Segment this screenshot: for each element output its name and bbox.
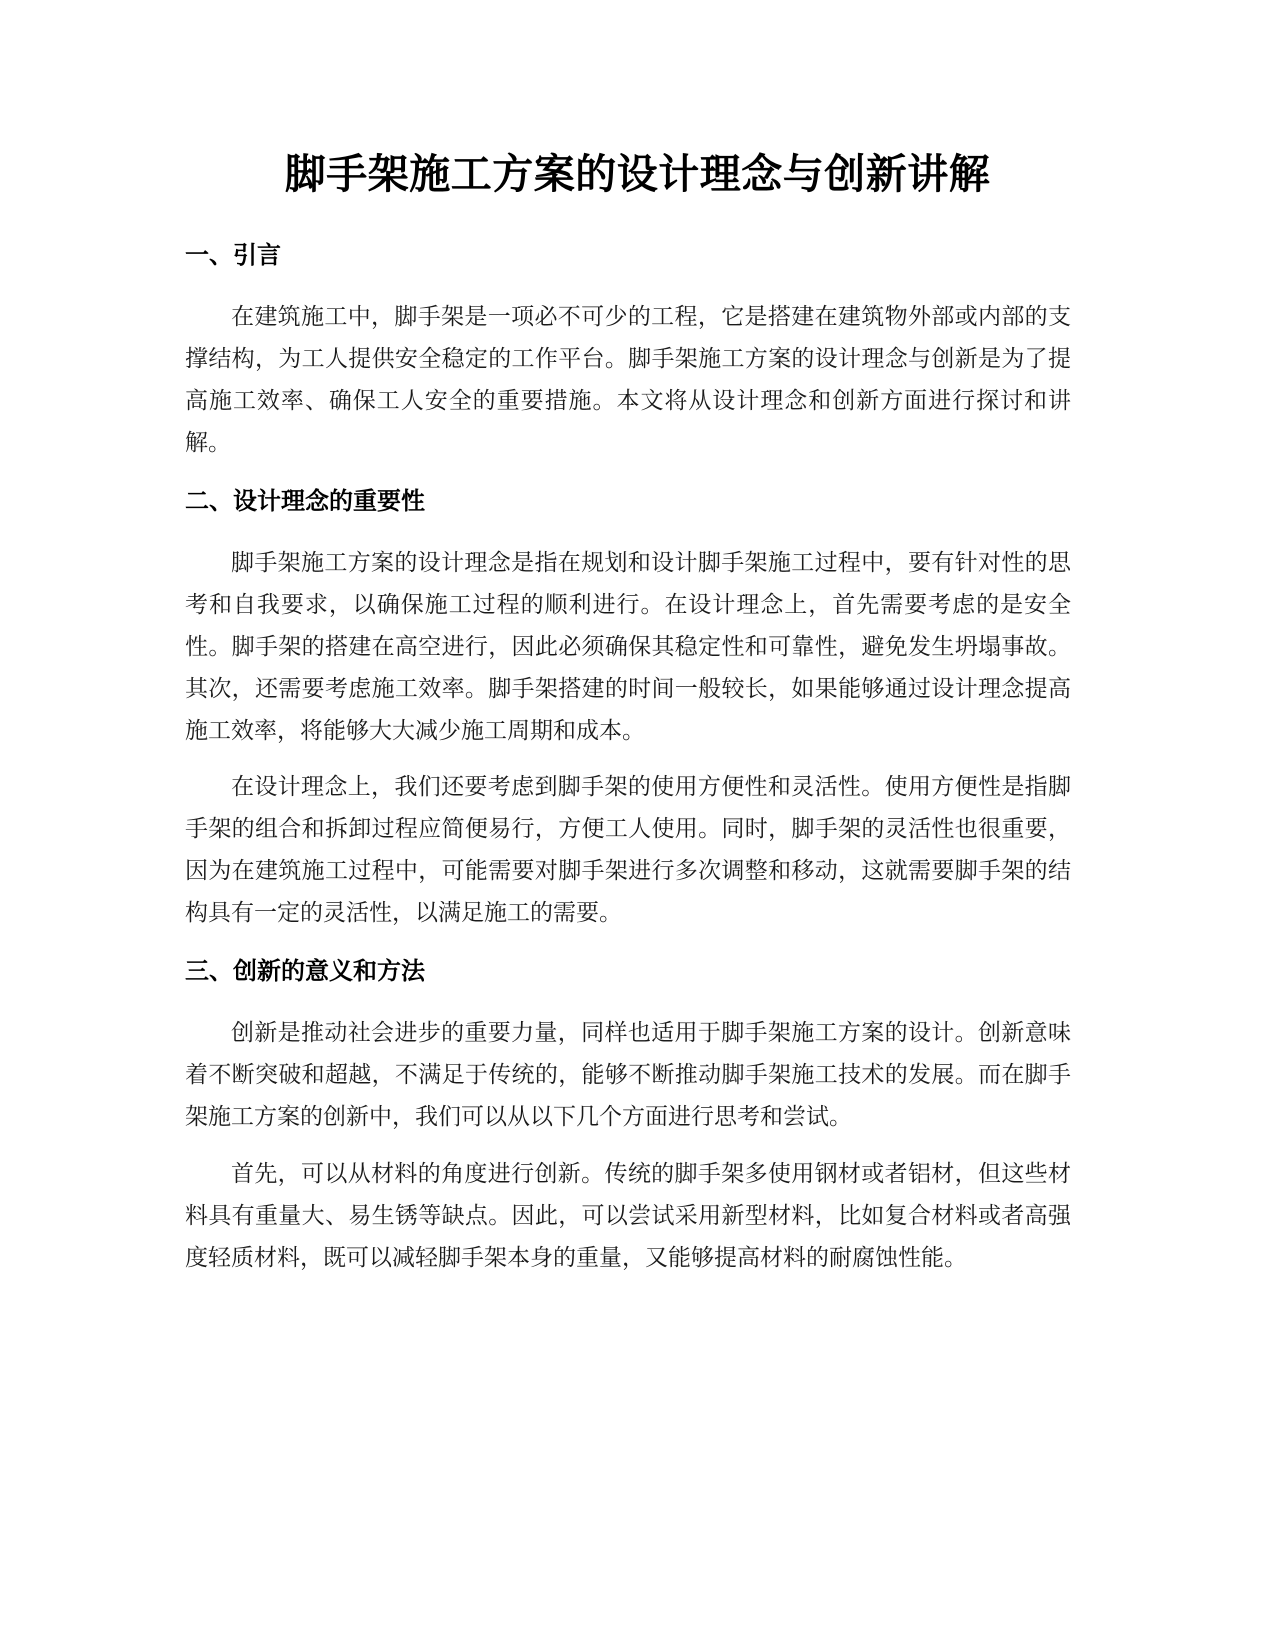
document-title: 脚手架施工方案的设计理念与创新讲解 <box>284 150 991 198</box>
paragraph-design-concept-2: 在设计理念上，我们还要考虑到脚手架的使用方便性和灵活性。使用方便性是指脚手架的组合和拆卸过程应简便易行，方便工人使用。同时，脚手架的灵活性也很重要，因为在建筑施工过程中，可能需要对脚手架进行多次调整和移动，这就需要脚手架的结构具有一定的灵活性，以满足施工的需要。 <box>185 774 1071 926</box>
section-heading-design-concept: 二、设计理念的重要性 <box>185 487 425 515</box>
section-heading-introduction: 一、引言 <box>185 241 281 269</box>
section-heading-innovation: 三、创新的意义和方法 <box>185 957 425 985</box>
paragraph-design-concept-1: 脚手架施工方案的设计理念是指在规划和设计脚手架施工过程中，要有针对性的思考和自我要求，以确保施工过程的顺利进行。在设计理念上，首先需要考虑的是安全性。脚手架的搭建在高空进行，因此必须确保其稳定性和可靠性，避免发生坍塌事故。其次，还需要考虑施工效率。脚手架搭建的时间一般较长，如果能够通过设计理念提高施工效率，将能够大大减少施工周期和成本。 <box>185 550 1071 744</box>
paragraph-innovation-2: 首先，可以从材料的角度进行创新。传统的脚手架多使用钢材或者铝材，但这些材料具有重量大、易生锈等缺点。因此，可以尝试采用新型材料，比如复合材料或者高强度轻质材料，既可以减轻脚手架本身的重量，又能够提高材料的耐腐蚀性能。 <box>185 1161 1071 1271</box>
paragraph-introduction: 在建筑施工中，脚手架是一项必不可少的工程，它是搭建在建筑物外部或内部的支撑结构，为工人提供安全稳定的工作平台。脚手架施工方案的设计理念与创新是为了提高施工效率、确保工人安全的重要措施。本文将从设计理念和创新方面进行探讨和讲解。 <box>185 304 1071 456</box>
paragraph-innovation-1: 创新是推动社会进步的重要力量，同样也适用于脚手架施工方案的设计。创新意味着不断突破和超越，不满足于传统的，能够不断推动脚手架施工技术的发展。而在脚手架施工方案的创新中，我们可以从以下几个方面进行思考和尝试。 <box>185 1020 1071 1130</box>
